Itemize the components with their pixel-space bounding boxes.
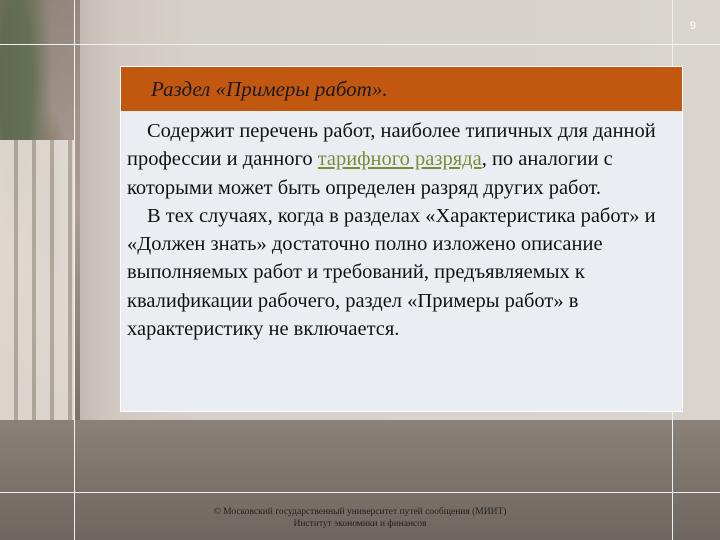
footer: [180, 506, 540, 530]
footer-institute: Институт экономики и финансов: [293, 519, 427, 529]
content-panel: [120, 66, 683, 412]
body-text: [127, 117, 677, 343]
background-building: [0, 140, 75, 420]
section-heading: Раздел «Примеры работ».: [121, 67, 682, 111]
paragraph-1-before: Содержит перечень работ, наиболее типичных для данной профессии и данного: [127, 120, 656, 171]
paragraph-1: [127, 117, 677, 202]
paragraph-1-after: , по аналогии с которыми может быть определен разряд других работ.: [127, 148, 613, 199]
tariff-grade-link[interactable]: тарифного разряда: [317, 148, 482, 171]
frame-line-left: [74, 0, 75, 540]
footer-copyright: © Московский государственный университет путей сообщения (МИИТ): [213, 507, 507, 517]
page-number: 9: [689, 20, 696, 32]
paragraph-2: В тех случаях, когда в разделах «Характеристика работ» и «Должен знать» достаточно полно изложено описание выполняемых работ и требований, предъявляемых к квалификации рабочего, раздел «Примеры работ» в характеристику не включается.: [127, 204, 656, 341]
frame-line-bottom: [0, 492, 720, 493]
frame-line-top: [0, 44, 720, 45]
